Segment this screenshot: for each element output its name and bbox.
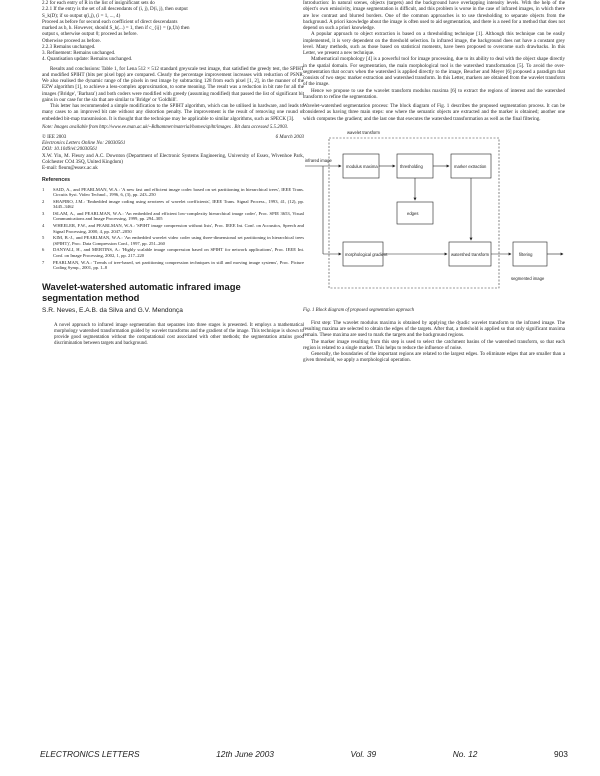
body-paragraph: Generally, the boundaries of the important regions are related to the largest edges. To eliminate edges that are smaller than a given threshold, we apply a morphological operation. xyxy=(303,351,565,364)
algorithm-line: output s, otherwise output 0; proceed as before. xyxy=(42,31,138,38)
thresh-label: thresholding xyxy=(400,163,423,169)
input-label: infrared image xyxy=(305,157,332,163)
footer-page: 903 xyxy=(553,749,568,759)
doi-line: DOI: 10.1049/el:20030561 xyxy=(42,146,98,153)
algorithm-line: Otherwise proceed as before. xyxy=(42,37,101,44)
page-footer xyxy=(40,749,568,759)
article-title: Wavelet-watershed automatic infrared image segmentation method xyxy=(42,280,241,303)
introduction-paragraph: Introduction: In natural scenes, objects (targets) and the background have overlapping intensity levels. With the help of the object's own emissivity, image segmentation is difficult, and this problem is worse in the case of infrared images, in which there are low contrast and blurred borders. One of the common approaches is to use thresholding to separate objects from the background. A priori knowledge about the image is often used to aid segmentation, and there is a need for a method that does not depend on such a priori knowledge. xyxy=(303,0,565,31)
algorithm-line: 4. Quantisation update: Remains unchanged. xyxy=(42,56,133,63)
algorithm-line: 2.2.3 Remains unchanged. xyxy=(42,43,96,50)
reference-item xyxy=(42,199,304,210)
footer-date: 12th June 2003 xyxy=(216,749,274,759)
results-paragraph-2: This letter has recommended a simple modification to the SPIHT algorithm, which can be utilised in hardware, and leads to many cases to an improved bit rate without any distortion penalty. The improvement is the result of removing one round of embedded bit-map transmission. It is thought that the technique may be applicable to similar algorithms, such as SPECK [3]. xyxy=(42,103,304,122)
reference-number: 2 xyxy=(42,198,45,204)
reference-text: PEARLMAN, W.A.: 'Trends of tree-based, set partitioning compression techniques in still and moving image systems', Proc. Picture Coding Symp., 2001, pp. 1–8 xyxy=(53,259,304,271)
reference-item xyxy=(42,187,304,198)
journal-line: Electronics Letters Online No: 20030561 xyxy=(42,140,126,146)
reference-text: KIM, B.-J., and PEARLMAN, W.A.: 'An embedded wavelet video coder using three-dimensional set partitioning in hierarchical trees (SPIHT)', Proc. Data Compression Conf., 1997, pp. 251–260 xyxy=(53,235,304,246)
reference-number: 7 xyxy=(42,259,45,265)
right-paragraph-4: Hence we propose to use the wavelet transform modulus maxima [6] to extract the regions of interest and the watershed transform to refine the segmentation. xyxy=(303,87,565,100)
reference-text: ISLAM, A., and PEARLMAN, W.A.: 'An embedded and efficient low-complexity hierarchical image coder', Proc. SPIE 3653, Visual Communications and Image Processing, 1999, pp. 294–305 xyxy=(53,210,304,222)
body-paragraph: The marker image resulting from this step is used to select the catchment basins of the watershed transform, so that each region is related to a single marker. This helps to reduce the influence of noise. xyxy=(303,338,565,351)
references-list xyxy=(42,187,304,271)
reference-number: 4 xyxy=(42,223,45,229)
copyright-date: 6 March 2003 xyxy=(275,133,304,140)
algorithm-steps xyxy=(42,0,304,63)
grad-label: morphological gradient xyxy=(345,251,388,257)
algorithm-line: 2.2.1 If the entry is the set of all descendants of (i, j), D(i, j), then output xyxy=(42,6,188,13)
copyright: © IEE 2003 xyxy=(42,133,67,140)
right-bottom-text xyxy=(303,320,565,364)
reference-text: WHEELER, F.W., and PEARLMAN, W.A.: 'SPIHT image compression without lists', Proc. IEEE Int. Conf. on Acoustics, Speech and Signal Processing, 2000, 4, pp. 2047–2050 xyxy=(53,223,304,234)
footer-number: No. 12 xyxy=(452,749,478,759)
top-label: wavelet transform xyxy=(347,129,381,135)
reference-text: SHAPIRO, J.M.: 'Embedded image coding using zerotrees of wavelet coefficients', IEEE Trans. Signal Process., 1993, 41, (12), pp. 3445–3462 xyxy=(53,198,304,210)
footer-volume: Vol. 39 xyxy=(350,749,377,759)
reference-item xyxy=(42,235,304,246)
introduction xyxy=(303,0,565,31)
reference-text: SAID, A., and PEARLMAN, W.A.: 'A new fast and efficient image codec based on set partitioning in hierarchical trees', IEEE Trans. Circuits Syst. Video Technol., 1996, 6, (3), pp. 243–250 xyxy=(53,186,304,198)
right-paragraph-2: A popular approach to object extraction is based on a thresholding technique [1]. Although this technique can be easily implemented, it is very dependent on the threshold selection. In infrared image, the background does not have a constant grey level. Many methods, such as those based on statistical moments, have been proposed to overcome such drawbacks. In this Letter, we present a new technique. xyxy=(303,31,565,56)
right-column xyxy=(303,0,565,364)
algorithm-line: 2.2 for each entry of R in the list of insignificant sets do xyxy=(42,0,155,6)
reference-number: 5 xyxy=(42,235,45,241)
algorithm-line: 3. Refinement: Remains unchanged. xyxy=(42,50,116,56)
abstract: A novel approach to infrared image segmentation that separates into three stages is presented. It employs a mathematical morphology watershed transformation guided by wavelet transforms and the gradient of the image. This technique is shown to provide good segmentation without the computational cost associated with other methods; the segmentation attains good discrimination between targets and background. xyxy=(54,322,304,347)
algorithm-line: S_k(D); if so output q(i,j), (i = 1, ..., 4) xyxy=(42,12,121,19)
reference-item xyxy=(42,211,304,222)
email: E-mail: fleum@essex.ac.uk xyxy=(42,165,98,171)
filter-label: filtering xyxy=(519,251,533,257)
article-authors: S.R. Neves, E.A.B. da Silva and G.V. Mendonça xyxy=(42,306,183,314)
reference-number: 1 xyxy=(42,186,45,192)
reference-item xyxy=(42,247,304,258)
left-column xyxy=(42,0,304,347)
figure-caption: Fig. 1 Block diagram of proposed segmentation approach xyxy=(303,307,415,313)
body-paragraph: First step: The wavelet modulus maxima is obtained by applying the dyadic wavelet transform to the infrared image. The resulting maxima are selected to obtain the edges of the targets. After that, a threshold is applied so that only significant maxima remain. These maxima are used to mark the targets and the background regions. xyxy=(303,319,565,339)
reference-item xyxy=(42,260,304,271)
right-paragraph-3: Mathematical morphology [4] is a powerful tool for image processing, due to its ability to deal with the object shape directly in the spatial domain. For segmentation, the main morphological tool is the watershed transformation [5]. To avoid the over-segmentation that occurs when the watershed is applied directly to the image, Beucher and Meyer [6] proposed a paradigm that consists of two steps: marker extraction and watershed transform. In this Letter, markers are obtained from the wavelet transform of the image. xyxy=(303,56,565,88)
water-label: watershed transform xyxy=(451,251,490,257)
marker-label: marker extraction xyxy=(454,163,487,169)
references-title: References xyxy=(42,177,70,184)
block-diagram xyxy=(303,126,565,306)
reference-text: DANYALI, H., and MERTINS, A.: 'Highly scalable image compression based on SPIHT for network applications', Proc. IEEE Int. Conf. on Image Processing, 2002, 1, pp. 217–220 xyxy=(53,247,304,259)
modmax-label: modulus maxima xyxy=(346,163,378,169)
block-diagram-figure xyxy=(303,126,565,306)
algorithm-line: marked as b, h. However, should S_k(...) = 1, then if c_{ij} = (p,f,h) then xyxy=(42,25,190,31)
results-paragraph: Results and conclusions: Table 1, for Lena 512 × 512 standard greyscale test image, that satisfied the greedy test, the SPIHT and modified SPIHT (bits per pixel bpp) are compared. Clearly the percentage improvement increases with reduction of PSNR. We also realised the dynamic range of the pixels in test image by subtracting 128 from each pixel [1, 2], in the manner of the EZW algorithm [1], to achieve a less-complex approximation, to some meaning. The result was a reduction in bit rate for all the images ('Bridge', 'Barbara') and both coders were modified with greedy (assuming modified) that passed the list of significant bit gains in our case for the six that are similar to 'Bridge' or 'Goldhill'. xyxy=(42,65,304,103)
edges-label: edges xyxy=(407,210,419,216)
reference-item xyxy=(42,223,304,234)
footer-journal: ELECTRONICS LETTERS xyxy=(40,749,140,759)
note: Note: Images available from http://www.ee.man.ac.uk/~Bdhammer/material/homes/spiht/images . Bit data accessed 5.5.2003. xyxy=(42,124,289,130)
reference-number: 3 xyxy=(42,210,45,216)
reference-number: 6 xyxy=(42,247,45,253)
output-label: segmented image xyxy=(511,275,545,281)
affiliation: X.W. Yin, M. Fleury and A.C. Downton (Department of Electronic Systems Engineering, University of Essex, Wivenhoe Park, Colchester CO4 3SQ, United Kingdom) xyxy=(42,152,304,165)
algorithm-line: Proceed as before for second each coefficient of direct descendants xyxy=(42,18,178,25)
method-paragraph: Wavelet-watershed segmentation process: The block diagram of Fig. 1 describes the proposed segmentation process. It can be considered as having three main steps: one where the semantic objects are extracted and the marker is obtained; another one which computes the gradient; and the last one that executes the watershed transformation as well as the final filtering. xyxy=(303,103,565,122)
